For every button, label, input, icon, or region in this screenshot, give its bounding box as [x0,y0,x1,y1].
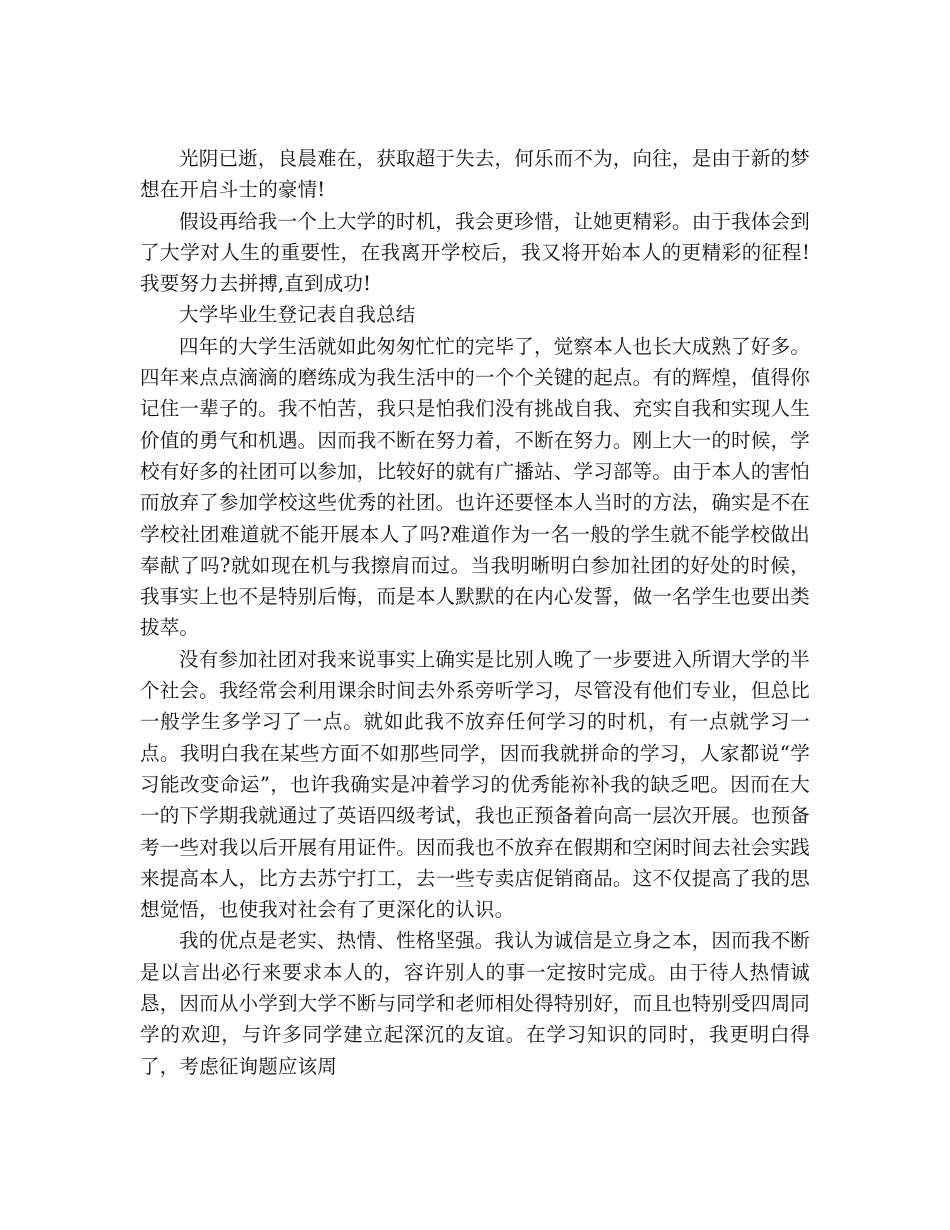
paragraph-no-club: 没有参加社团对我来说事实上确实是比别人晚了一步要进入所谓大学的半个社会。我经常会利用课余时间去外系旁听学习，尽管没有他们专业，但总比一般学生多学习了一点。就如此我不放弃任何学习的时机，有一点就学习一点。我明白我在某些方面不如那些同学，因而我就拼命的学习，人家都说“学习能改变命运”，也许我确实是冲着学习的优秀能祢补我的缺乏吧。因而在大一的下学期我就通过了英语四级考试，我也正预备着向高一层次开展。也预备考一些对我以后开展有用证件。因而我也不放弃在假期和空闲时间去社会实践来提高本人，比方去苏宁打工，去一些专卖店促销商品。这不仅提高了我的思想觉悟，也使我对社会有了更深化的认识。 [140,647,810,922]
paragraph-cherish-college: 假设再给我一个上大学的时机，我会更珍惜，让她更精彩。由于我体会到了大学对人生的重要性，在我离开学校后，我又将开始本人的更精彩的征程!我要努力去拼搏,直到成功! [140,209,810,296]
document-body [140,143,810,1082]
paragraph-strengths: 我的优点是老实、热情、性格坚强。我认为诚信是立身之本，因而我不断是以言出必行来要求本人的，容许别人的事一定按时完成。由于待人热情诚恳，因而从小学到大学不断与同学和老师相处得特别好，而且也特别受四周同学的欢迎，与许多同学建立起深沉的友谊。在学习知识的同时，我更明白得了，考虑征询题应该周 [140,929,810,1078]
paragraph-closing-reflection: 光阴已逝，良晨难在，获取超于失去，何乐而不为，向往，是由于新的梦想在开启斗士的豪情! [140,147,810,202]
section-heading: 大学毕业生登记表自我总结 [179,303,416,327]
paragraph-four-years: 四年的大学生活就如此匆匆忙忙的完毕了，觉察本人也长大成熟了好多。四年来点点滴滴的磨练成为我生活中的一个个关键的起点。有的辉煌，值得你记住一辈子的。我不怕苦，我只是怕我们没有挑战自我、充实自我和实现人生价值的勇气和机遇。因而我不断在努力着，不断在努力。刚上大一的时候，学校有好多的社团可以参加，比较好的就有广播站、学习部等。由于本人的害怕而放弃了参加学校这些优秀的社团。也许还要怪本人当时的方法，确实是不在学校社团难道就不能开展本人了吗?难道作为一名一般的学生就不能学校做出奉献了吗?就如现在机与我擦肩而过。当我明晰明白参加社团的好处的时候，我事实上也不是特别后悔，而是本人默默的在内心发誓，做一名学生也要出类拔萃。 [140,334,810,640]
